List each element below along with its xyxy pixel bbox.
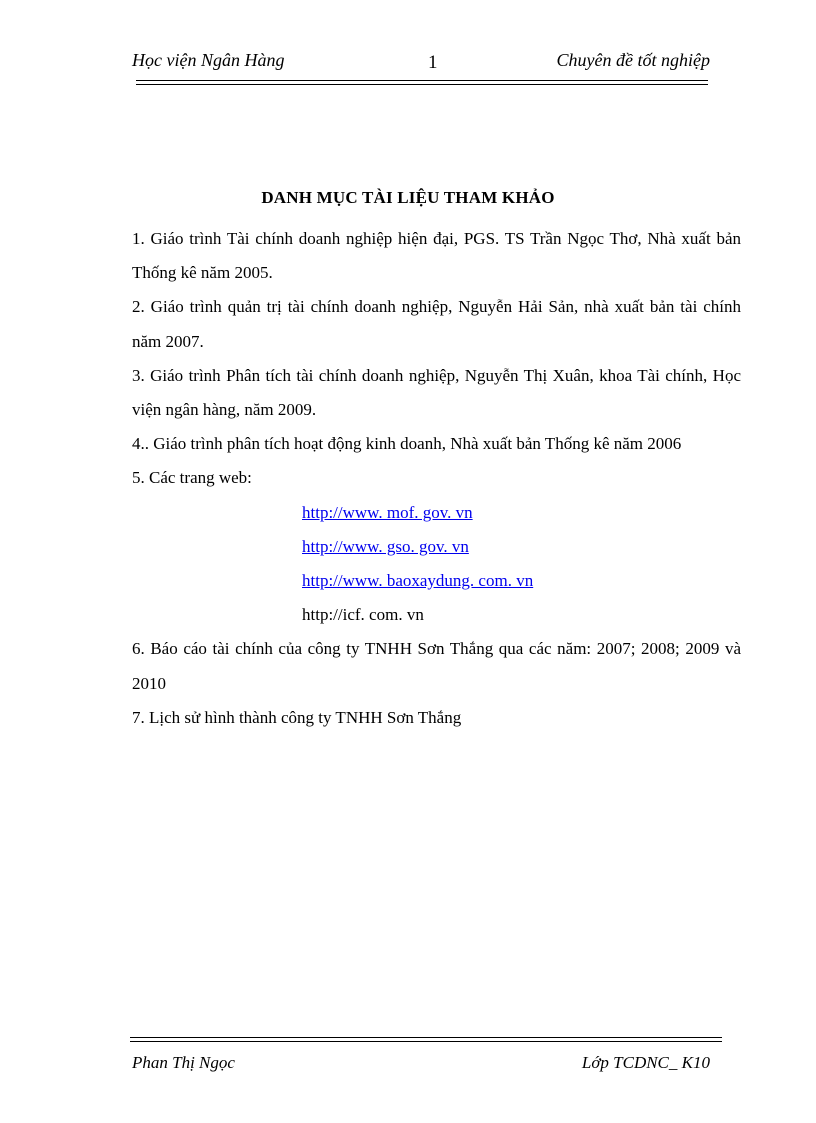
reference-item-3: 3. Giáo trình Phân tích tài chính doanh nghiệp, Nguyễn Thị Xuân, khoa Tài chính, Học viện ngân hàng, năm 2009. (132, 365, 741, 420)
footer-divider (130, 1037, 722, 1042)
reference-item-5: 5. Các trang web: (132, 468, 252, 488)
website-link-gso[interactable]: http://www. gso. gov. vn (302, 536, 469, 556)
website-link-baoxaydung[interactable]: http://www. baoxaydung. com. vn (302, 571, 534, 591)
header-institution: Học viện Ngân Hàng (132, 50, 285, 70)
reference-item-1: 1. Giáo trình Tài chính doanh nghiệp hiện đại, PGS. TS Trần Ngọc Thơ, Nhà xuất bản Thống kê năm 2005. (132, 229, 741, 283)
reference-item-4: 4.. Giáo trình phân tích hoạt động kinh doanh, Nhà xuất bản Thống kê năm 2006 (132, 434, 682, 454)
header-divider (136, 80, 708, 85)
page-header (132, 50, 710, 76)
footer-class: Lớp TCDNC_ K10 (581, 1053, 710, 1072)
reference-item-6: 6. Báo cáo tài chính của công ty TNHH Sơn Thắng qua các năm: 2007; 2008; 2009 và 2010 (132, 639, 741, 693)
page-number: 1 (428, 52, 438, 73)
reference-item-7: 7. Lịch sử hình thành công ty TNHH Sơn Thắng (132, 707, 462, 727)
reference-list (132, 222, 741, 735)
page-title: DANH MỤC TÀI LIỆU THAM KHẢO (261, 188, 555, 207)
header-document-type: Chuyên đề tốt nghiệp (556, 50, 710, 70)
reference-item-2: 2. Giáo trình quản trị tài chính doanh nghiệp, Nguyễn Hải Sản, nhà xuất bản tài chính năm 2007. (132, 297, 741, 351)
website-link-mof[interactable]: http://www. mof. gov. vn (302, 502, 473, 522)
footer-author: Phan Thị Ngọc (132, 1053, 235, 1072)
website-list (132, 496, 741, 633)
website-text-icf: http://icf. com. vn (302, 605, 424, 625)
